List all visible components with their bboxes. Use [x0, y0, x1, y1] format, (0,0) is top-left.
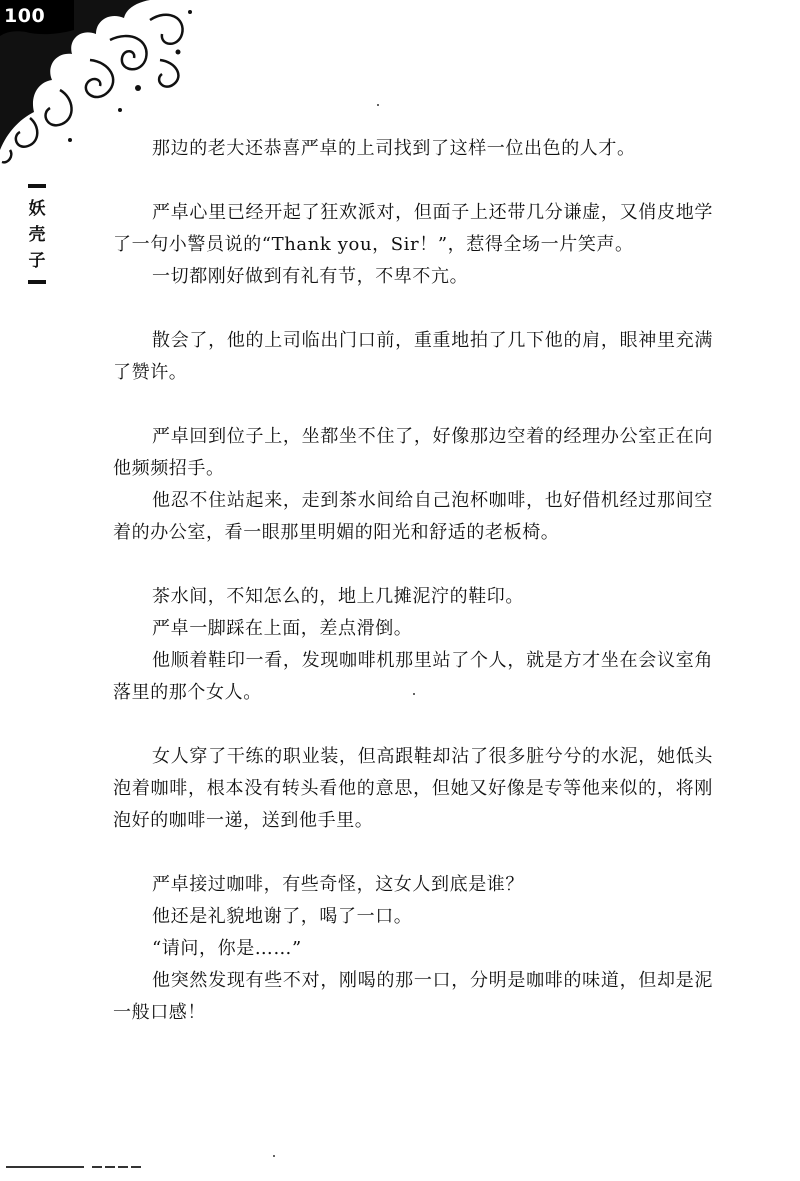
paragraph: 茶水间，不知怎么的，地上几摊泥泞的鞋印。: [152, 586, 524, 607]
scan-speck: [273, 1155, 275, 1157]
paragraph: 他顺着鞋印一看，发现咖啡机那里站了个人，就是方才坐在会议室角落里的那个女人。: [113, 650, 713, 703]
scan-speck: [377, 104, 379, 106]
paragraph-gap: [113, 293, 713, 325]
side-tab-char: 妖: [28, 199, 46, 219]
paragraph: 一切都刚好做到有礼有节，不卑不亢。: [152, 266, 469, 287]
paragraph: 那边的老大还恭喜严卓的上司找到了这样一位出色的人才。: [152, 138, 636, 159]
paragraph-gap: [113, 549, 713, 581]
paragraph-gap: [113, 709, 713, 741]
paragraph-gap: [113, 837, 713, 869]
body-text: [113, 133, 713, 1029]
side-tab-bottom-bar: [28, 280, 46, 284]
side-tab-top-bar: [28, 184, 46, 188]
side-tab-char: 壳: [28, 225, 46, 245]
footer-rule: [6, 1162, 146, 1172]
side-tab-title: [26, 196, 48, 274]
paragraph: 严卓一脚踩在上面，差点滑倒。: [152, 618, 413, 639]
paragraph: 严卓心里已经开起了狂欢派对，但面子上还带几分谦虚，又俏皮地学了一句小警员说的“Thank you，Sir！”，惹得全场一片笑声。: [113, 202, 713, 255]
paragraph-gap: [113, 165, 713, 197]
side-tab: [26, 184, 48, 284]
page-number: 100: [4, 5, 46, 27]
paragraph: 女人穿了干练的职业装，但高跟鞋却沾了很多脏兮兮的水泥，她低头泡着咖啡，根本没有转头看他的意思，但她又好像是专等他来似的，将刚泡好的咖啡一递，送到他手里。: [113, 746, 713, 831]
paragraph: 他还是礼貌地谢了，喝了一口。: [152, 906, 413, 927]
paragraph: 他突然发现有些不对，刚喝的那一口，分明是咖啡的味道，但却是泥一般口感！: [113, 970, 713, 1023]
paragraph: 他忍不住站起来，走到茶水间给自己泡杯咖啡，也好借机经过那间空着的办公室，看一眼那里明媚的阳光和舒适的老板椅。: [113, 490, 713, 543]
paragraph: 严卓回到位子上，坐都坐不住了，好像那边空着的经理办公室正在向他频频招手。: [113, 426, 713, 479]
side-tab-char: 子: [28, 251, 46, 271]
paragraph: “请问，你是……”: [152, 938, 302, 959]
scan-speck: [413, 693, 415, 695]
paragraph: 散会了，他的上司临出门口前，重重地拍了几下他的肩，眼神里充满了赞许。: [113, 330, 713, 383]
paragraph: 严卓接过咖啡，有些奇怪，这女人到底是谁？: [152, 874, 524, 895]
paragraph-gap: [113, 389, 713, 421]
